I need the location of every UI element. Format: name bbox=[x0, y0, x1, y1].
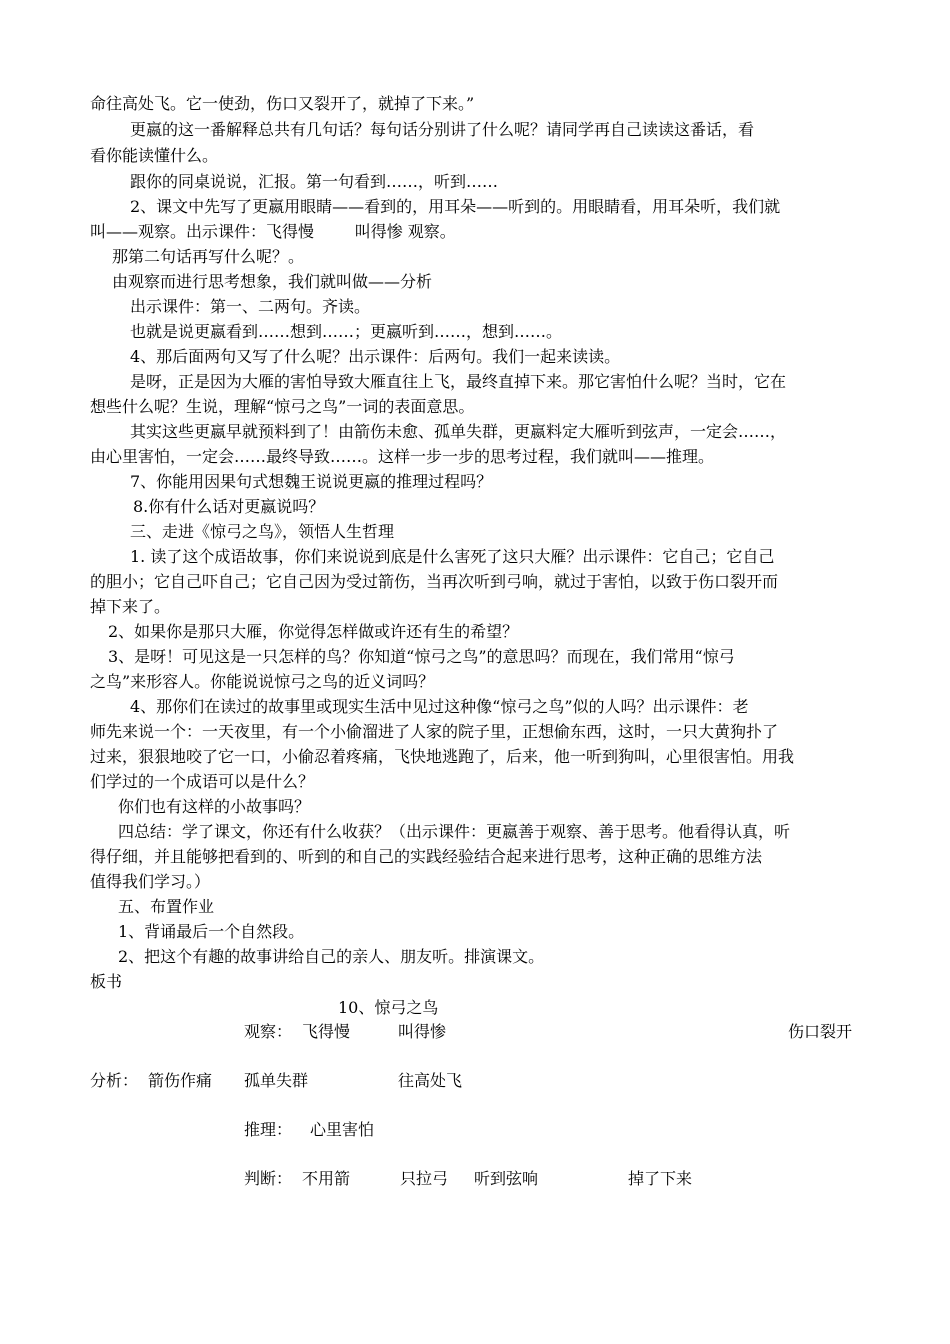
board-observe-item: 飞得慢 bbox=[302, 1022, 351, 1041]
text-line: 2、课文中先写了更嬴用眼睛——看到的，用耳朵——听到的。用眼睛看，用耳朵听，我们就 bbox=[130, 197, 781, 216]
board-observe-item: 叫得惨 bbox=[398, 1022, 447, 1041]
text-line: 命往高处飞。它一使劲，伤口又裂开了，就掉了下来。” bbox=[90, 94, 475, 113]
text-line: 的胆小；它自己吓自己；它自己因为受过箭伤，当再次听到弓响，就过于害怕，以致于伤口裂开而 bbox=[90, 572, 779, 591]
text-line: 四总结：学了课文，你还有什么收获？（出示课件：更嬴善于观察、善于思考。他看得认真，听 bbox=[118, 822, 791, 841]
text-line: 跟你的同桌说说，汇报。第一句看到……，听到…… bbox=[130, 172, 499, 191]
board-analyze-item: 往高处飞 bbox=[398, 1071, 463, 1090]
board-infer-label: 推理： bbox=[244, 1120, 293, 1139]
text-line: 4、那你们在读过的故事里或现实生活中见过这种像“惊弓之鸟”似的人吗？出示课件：老 bbox=[130, 697, 749, 716]
board-title: 10、惊弓之鸟 bbox=[338, 998, 439, 1017]
text-line: 之鸟”来形容人。你能说说惊弓之鸟的近义词吗？ bbox=[90, 672, 435, 691]
board-judge-item: 只拉弓 bbox=[400, 1169, 449, 1188]
text-line: 1、背诵最后一个自然段。 bbox=[118, 922, 305, 941]
text-line: 值得我们学习。） bbox=[90, 872, 211, 891]
board-analyze-item: 孤单失群 bbox=[244, 1071, 309, 1090]
text-line: 1. 读了这个成语故事，你们来说说到底是什么害死了这只大雁？出示课件：它自己；它自己 bbox=[130, 547, 775, 566]
text-line: 更嬴的这一番解释总共有几句话？每句话分别讲了什么呢？请同学再自己读读这番话，看 bbox=[130, 120, 755, 139]
board-analyze-item: 箭伤作痛 bbox=[148, 1071, 213, 1090]
board-judge-item: 不用箭 bbox=[302, 1169, 351, 1188]
board-result-bottom: 掉了下来 bbox=[628, 1169, 693, 1188]
board-judge-label: 判断： bbox=[244, 1169, 293, 1188]
text-line: 由心里害怕，一定会……最终导致……。这样一步一步的思考过程，我们就叫——推理。 bbox=[90, 447, 715, 466]
text-line: 叫——观察。出示课件：飞得慢 叫得惨 观察。 bbox=[90, 222, 456, 241]
text-line: 出示课件：第一、二两句。齐读。 bbox=[130, 297, 371, 316]
text-line: 五、布置作业 bbox=[118, 897, 215, 916]
text-line: 看你能读懂什么。 bbox=[90, 146, 219, 165]
text-line: 那第二句话再写什么呢？。 bbox=[112, 247, 305, 266]
board-result-top: 伤口裂开 bbox=[788, 1022, 853, 1041]
text-line: 7、你能用因果句式想魏王说说更嬴的推理过程吗？ bbox=[130, 472, 493, 491]
text-line: 师先来说一个：一天夜里，有一个小偷溜进了人家的院子里，正想偷东西，这时，一只大黄狗扑了 bbox=[90, 722, 779, 741]
text-line: 过来，狠狠地咬了它一口，小偷忍着疼痛，飞快地逃跑了，后来，他一听到狗叫，心里很害怕。用我 bbox=[90, 747, 795, 766]
board-observe-label: 观察： bbox=[244, 1022, 293, 1041]
text-line: 想些什么呢？生说，理解“惊弓之鸟”一词的表面意思。 bbox=[90, 397, 475, 416]
text-line: 是呀，正是因为大雁的害怕导致大雁直往上飞，最终直掉下来。那它害怕什么呢？当时，它在 bbox=[130, 372, 787, 391]
text-line: 掉下来了。 bbox=[90, 597, 171, 616]
text-line: 其实这些更嬴早就预料到了！由箭伤未愈、孤单失群，更嬴料定大雁听到弦声，一定会……， bbox=[130, 422, 787, 441]
text-line: 由观察而进行思考想象，我们就叫做——分析 bbox=[112, 272, 433, 291]
text-line: 三、走进《惊弓之鸟》，领悟人生哲理 bbox=[130, 522, 395, 541]
text-line: 2、如果你是那只大雁，你觉得怎样做或许还有生的希望？ bbox=[108, 622, 519, 641]
text-line: 你们也有这样的小故事吗？ bbox=[118, 797, 311, 816]
text-line: 得仔细，并且能够把看到的、听到的和自己的实践经验结合起来进行思考，这种正确的思维方法 bbox=[90, 847, 763, 866]
text-line: 2、把这个有趣的故事讲给自己的亲人、朋友听。排演课文。 bbox=[118, 947, 545, 966]
board-analyze-label: 分析： bbox=[90, 1071, 139, 1090]
text-line: 8.你有什么话对更嬴说吗？ bbox=[133, 497, 325, 516]
board-judge-item: 听到弦响 bbox=[474, 1169, 539, 1188]
text-line: 3、是呀！可见这是一只怎样的鸟？你知道“惊弓之鸟”的意思吗？而现在，我们常用“惊弓 bbox=[108, 647, 735, 666]
text-line: 4、那后面两句又写了什么呢？出示课件：后两句。我们一起来读读。 bbox=[130, 347, 621, 366]
text-line: 也就是说更嬴看到……想到……；更嬴听到……，想到……。 bbox=[130, 322, 563, 341]
text-line: 们学过的一个成语可以是什么？ bbox=[90, 772, 315, 791]
text-line: 板书 bbox=[90, 972, 123, 991]
board-infer-item: 心里害怕 bbox=[310, 1120, 375, 1139]
